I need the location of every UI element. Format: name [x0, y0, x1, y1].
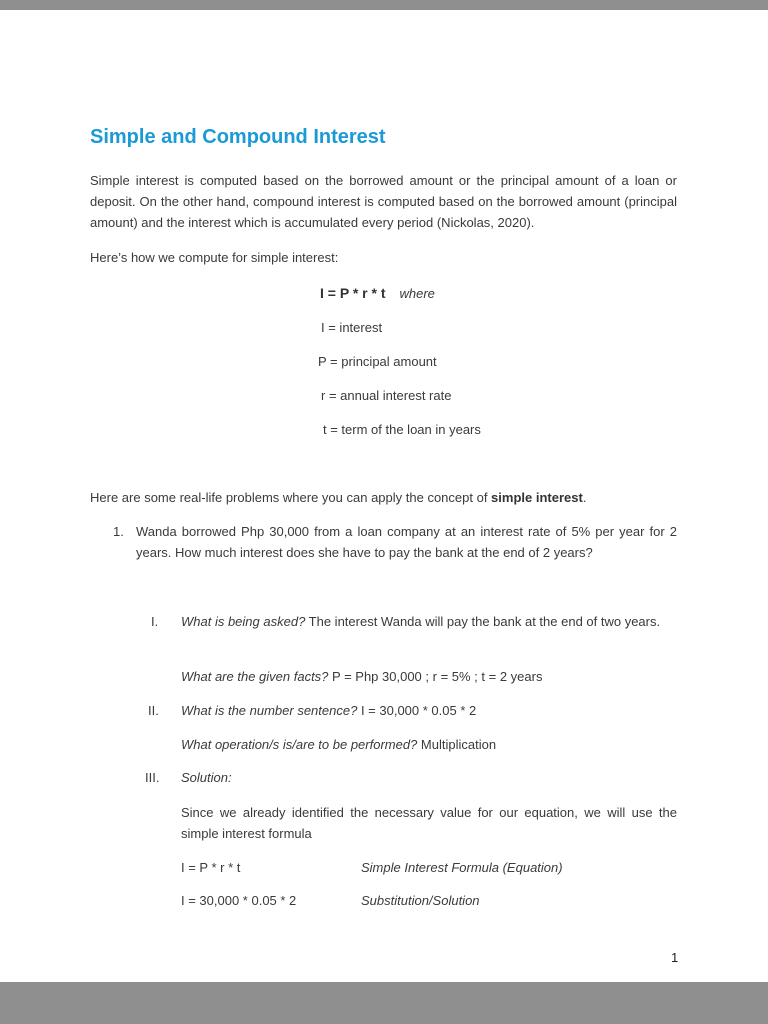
- equation-2: I = 30,000 * 0.05 * 2: [181, 893, 297, 908]
- equation-2-label: Substitution/Solution: [361, 893, 480, 908]
- page-title: Simple and Compound Interest: [90, 126, 386, 148]
- intro-paragraph: Simple interest is computed based on the borrowed amount or the principal amount of a loan or deposit. On the other hand, compound interest is computed based on the borrowed amount (principal amount) and the interest which is accumulated every period (Nickolas, 2020).: [90, 173, 677, 230]
- solution-label: Solution:: [181, 770, 232, 785]
- step-facts: [181, 668, 542, 686]
- formula-where: where: [399, 286, 435, 301]
- equation-1: I = P * r * t: [181, 860, 241, 875]
- facts-answer: P = Php 30,000 ; r = 5% ; t = 2 years: [328, 669, 543, 684]
- sentence-answer: I = 30,000 * 0.05 * 2: [357, 703, 477, 718]
- page-number: 1: [671, 950, 679, 965]
- problems-intro: [90, 487, 677, 508]
- asked-question: What is being asked?: [181, 614, 306, 629]
- step-operation: [181, 736, 496, 754]
- step-i-number: I.: [151, 614, 159, 629]
- problem-number: 1.: [113, 524, 124, 539]
- formula-line: [320, 284, 435, 303]
- top-border-bar: [0, 0, 768, 10]
- formula-def-principal: P = principal amount: [318, 354, 437, 369]
- formula-main: I = P * r * t: [320, 285, 386, 301]
- sentence-question: What is the number sentence?: [181, 703, 358, 718]
- problems-intro-bold: simple interest: [491, 490, 583, 505]
- solution-text: Since we already identified the necessary value for our equation, we will use the simple interest formula: [181, 805, 677, 841]
- asked-answer: The interest Wanda will pay the bank at the end of two years.: [305, 614, 661, 629]
- formula-def-rate: r = annual interest rate: [321, 388, 452, 403]
- facts-question: What are the given facts?: [181, 669, 329, 684]
- formula-def-interest: I = interest: [321, 320, 383, 335]
- equation-1-label: Simple Interest Formula (Equation): [361, 860, 563, 875]
- step-number-sentence: [181, 702, 476, 720]
- problem-text: Wanda borrowed Php 30,000 from a loan company at an interest rate of 5% per year for 2 years. How much interest does she have to pay the bank at the end of 2 years?: [136, 524, 677, 560]
- step-asked: [181, 611, 677, 632]
- problems-intro-text: Here are some real-life problems where you can apply the concept of: [90, 490, 492, 505]
- bottom-border-bar: [0, 982, 768, 1024]
- formula-def-term: t = term of the loan in years: [323, 422, 481, 437]
- operation-question: What operation/s is/are to be performed?: [181, 737, 418, 752]
- problems-intro-period: .: [582, 490, 587, 505]
- operation-answer: Multiplication: [417, 737, 497, 752]
- step-iii-number: III.: [145, 770, 160, 785]
- how-to-text: Here’s how we compute for simple interest:: [90, 250, 339, 265]
- step-ii-number: II.: [148, 703, 159, 718]
